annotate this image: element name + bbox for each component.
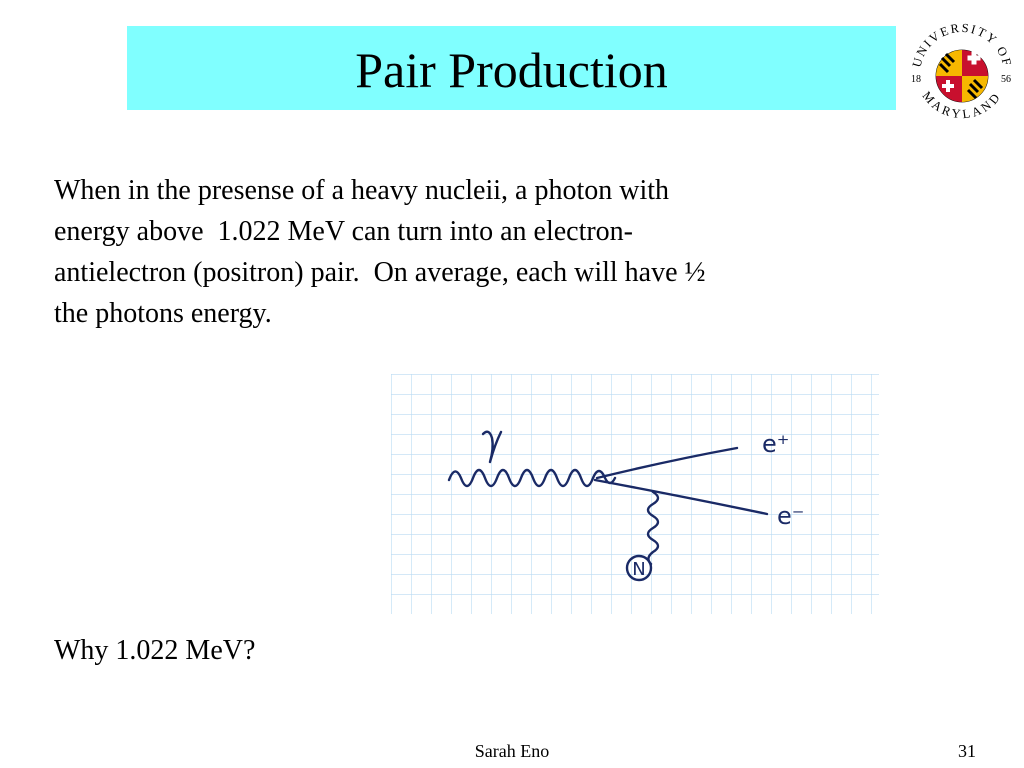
title-bar — [127, 26, 896, 110]
nucleus-label: N — [632, 559, 646, 580]
seal-year-right: 56 — [1001, 74, 1011, 85]
slide-title: Pair Production — [355, 42, 668, 98]
electron-label: e⁻ — [777, 502, 805, 530]
seal-bottom-text: MARYLAND — [919, 88, 1005, 122]
pair-production-feynman-sketch — [391, 374, 879, 614]
seal-top-text: UNIVERSITY OF — [909, 20, 1015, 69]
footer-author: Sarah Eno — [474, 741, 550, 761]
body-line: energy above 1.022 MeV can turn into an electron- — [54, 216, 634, 247]
university-of-maryland-seal — [898, 12, 1024, 124]
maryland-shield-icon — [936, 50, 988, 102]
seal-year-left: 18 — [911, 74, 921, 85]
body-paragraph — [54, 170, 874, 334]
page-number: 31 — [958, 741, 976, 761]
body-line: the photons energy. — [54, 298, 272, 329]
body-line: When in the presense of a heavy nucleii, a photon with — [54, 175, 670, 206]
positron-label: e⁺ — [762, 430, 790, 458]
body-line: antielectron (positron) pair. On average, each will have ½ — [54, 257, 706, 288]
question-text: Why 1.022 MeV? — [54, 635, 256, 666]
